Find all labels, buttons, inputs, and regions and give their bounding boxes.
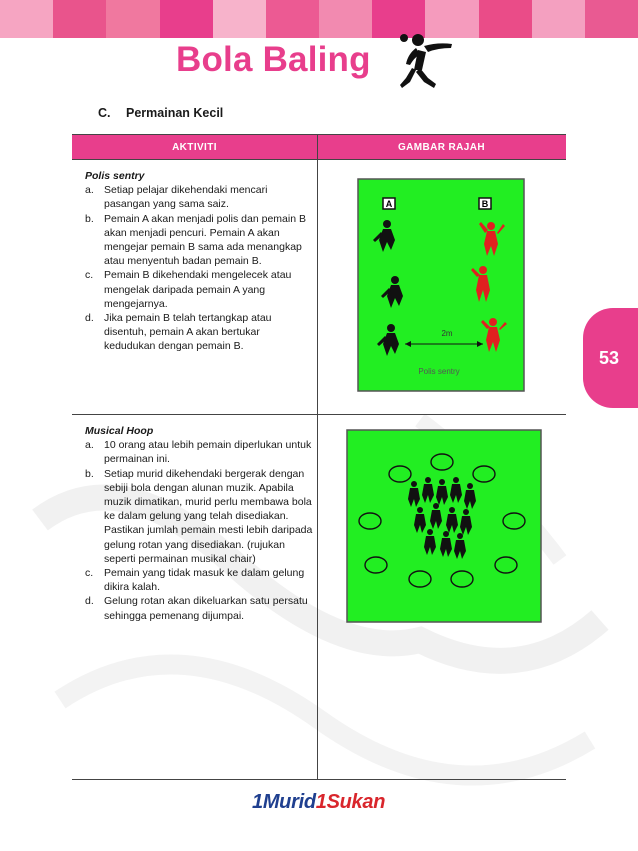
- item-label: a.: [85, 184, 94, 197]
- row-divider: [72, 414, 566, 415]
- stripe-segment: [213, 0, 266, 38]
- item-text: 10 orang atau lebih pemain diperlukan untuk permainan ini.: [104, 439, 312, 466]
- handball-player-icon: [394, 30, 456, 92]
- stripe-segment: [479, 0, 532, 38]
- item-label: d.: [85, 595, 94, 608]
- stripe-segment: [160, 0, 213, 38]
- stripe-segment: [0, 0, 53, 38]
- item-text: Pemain yang tidak masuk ke dalam gelung dikira kalah.: [104, 567, 305, 594]
- list-item: [85, 467, 313, 566]
- list-item: [85, 594, 313, 622]
- list-item: [85, 566, 313, 594]
- musical-hoop-diagram: [346, 429, 542, 623]
- list-item: [85, 311, 313, 354]
- list-item: [85, 268, 313, 311]
- footer-logo: [252, 791, 385, 814]
- item-label: c.: [85, 567, 94, 580]
- court-area: [358, 179, 524, 391]
- item-text: Pemain A akan menjadi polis dan pemain B akan menjadi pencuri. Pemain A akan mengejar pemain B sama ada menangkap atau menyentuh badan pemain B.: [104, 212, 306, 268]
- column-divider: [317, 134, 318, 780]
- logo-part-2: 1Sukan: [315, 791, 386, 813]
- item-text: Jika pemain B telah tertangkap atau disentuh, pemain A akan bertukar kedudukan dengan pemain B.: [104, 312, 272, 353]
- label-b: B: [481, 199, 489, 209]
- stripe-segment: [106, 0, 159, 38]
- court-area: [347, 430, 541, 622]
- list-item: [85, 183, 313, 211]
- stripe-segment: [585, 0, 638, 38]
- item-text: Gelung rotan akan dikeluarkan satu persatu sehingga pemenang dijumpai.: [104, 595, 308, 622]
- item-label: c.: [85, 269, 94, 282]
- distance-label: 2m: [441, 329, 453, 338]
- label-a: A: [385, 199, 393, 209]
- item-text: Pemain B dikehendaki mengelecek atau mengelak daripada pemain A yang mengejarnya.: [104, 269, 292, 310]
- section-title: Permainan Kecil: [126, 106, 224, 120]
- item-label: b.: [85, 467, 94, 480]
- item-label: b.: [85, 212, 94, 225]
- stripe-segment: [53, 0, 106, 38]
- item-label: d.: [85, 312, 94, 325]
- item-text: Setiap murid dikehendaki bergerak dengan sebiji bola dengan alunan muzik. Apabila muzik dimatikan, murid perlu membawa bola ke dalam gelung yang telah disediakan. Pastikan jumlah pemain mesti lebih daripada gelung rotan yang disediakan. (rujukan seperti permainan musikal chair): [104, 467, 313, 565]
- header-stripe: [0, 0, 638, 38]
- header-diagram: GAMBAR RAJAH: [397, 141, 486, 153]
- stripe-segment: [319, 0, 372, 38]
- activity-title: Polis sentry: [85, 170, 145, 182]
- section-letter: C.: [98, 106, 111, 120]
- page-number-tab: [583, 308, 638, 408]
- activity-polis-sentry: [85, 169, 313, 354]
- logo-part-1: 1Murid: [252, 791, 316, 813]
- stripe-segment: [266, 0, 319, 38]
- activity-title: Musical Hoop: [85, 425, 154, 437]
- table-header: [72, 134, 566, 160]
- diagram-caption: Polis sentry: [418, 367, 460, 376]
- activity-musical-hoop: [85, 424, 313, 623]
- list-item: [85, 212, 313, 269]
- header-activity: AKTIVITI: [172, 141, 217, 153]
- page-title: Bola Baling: [176, 40, 371, 79]
- polis-sentry-diagram: [357, 178, 525, 392]
- page-number: 53: [598, 347, 620, 368]
- stripe-segment: [532, 0, 585, 38]
- item-label: a.: [85, 439, 94, 452]
- list-item: [85, 438, 313, 466]
- item-text: Setiap pelajar dikehendaki mencari pasangan yang sama saiz.: [104, 184, 268, 211]
- section-heading: [98, 106, 223, 120]
- activity-table: [72, 134, 566, 780]
